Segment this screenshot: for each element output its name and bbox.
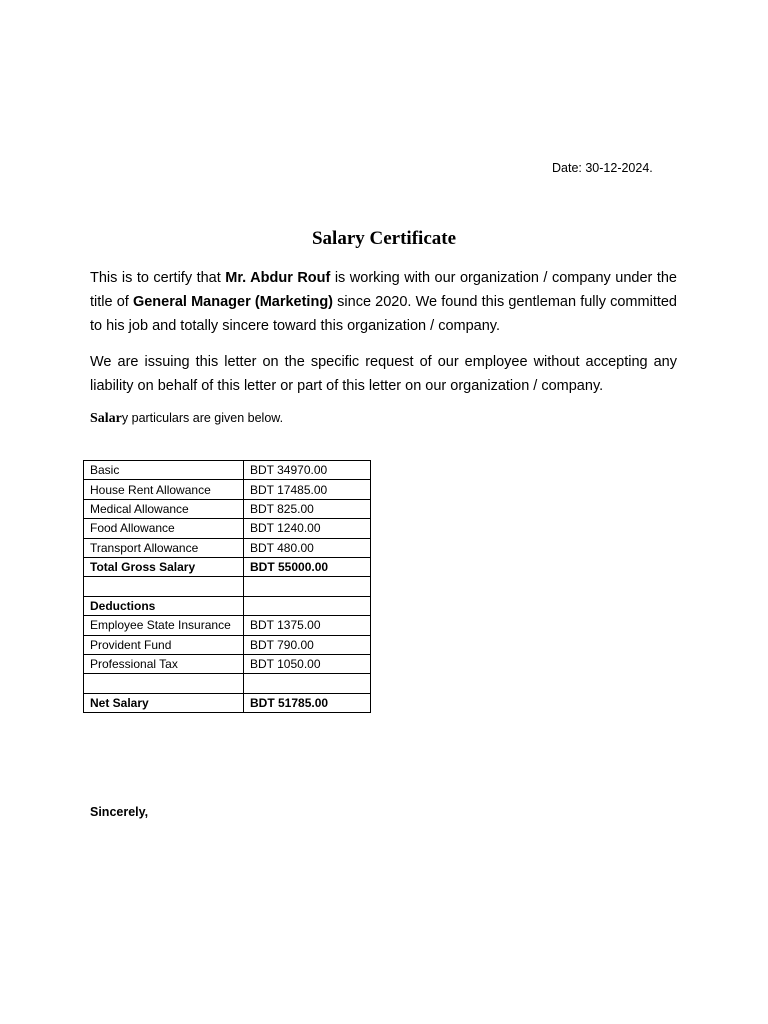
closing-signoff: Sincerely, xyxy=(90,805,149,819)
certificate-date: Date: 30-12-2024. xyxy=(552,161,653,175)
row-value: BDT 1375.00 xyxy=(244,616,371,635)
row-label xyxy=(84,577,244,596)
para1-text-3: since 2020. We found this gentleman fully committed to his job and totally sincere toward this organization / company. xyxy=(90,294,678,334)
salary-intro-rest: y particulars are given below. xyxy=(121,411,284,425)
table-row xyxy=(84,616,371,635)
row-label: Provident Fund xyxy=(84,635,244,654)
table-row xyxy=(84,480,371,499)
row-value: BDT 1240.00 xyxy=(244,519,371,538)
row-label: Total Gross Salary xyxy=(84,557,244,576)
row-label xyxy=(84,674,244,693)
table-row xyxy=(84,519,371,538)
row-label: Transport Allowance xyxy=(84,538,244,557)
table-row xyxy=(84,461,371,480)
disclaimer-paragraph: We are issuing this letter on the specific request of our employee without accepting any liability on behalf of this letter or part of this letter on our organization / company. xyxy=(90,354,677,394)
row-label: Medical Allowance xyxy=(84,499,244,518)
row-label: Employee State Insurance xyxy=(84,616,244,635)
para1-text-1: This is to certify that xyxy=(90,270,226,286)
table-row xyxy=(84,538,371,557)
row-value xyxy=(244,674,371,693)
empty-row xyxy=(84,577,371,596)
salary-intro-lead: Salar xyxy=(90,411,122,426)
row-label: Professional Tax xyxy=(84,654,244,673)
row-label: Net Salary xyxy=(84,693,244,712)
total-gross-row xyxy=(84,557,371,576)
row-value: BDT 34970.00 xyxy=(244,461,371,480)
certification-paragraph xyxy=(90,266,677,338)
empty-row xyxy=(84,674,371,693)
row-label: Basic xyxy=(84,461,244,480)
document-title: Salary Certificate xyxy=(311,228,457,249)
row-label: House Rent Allowance xyxy=(84,480,244,499)
table-row xyxy=(84,654,371,673)
employee-name: Mr. Abdur Rouf xyxy=(225,270,331,286)
row-value xyxy=(244,596,371,615)
row-value: BDT 825.00 xyxy=(244,499,371,518)
row-label: Deductions xyxy=(84,596,244,615)
table-row xyxy=(84,499,371,518)
row-label: Food Allowance xyxy=(84,519,244,538)
employee-position: General Manager (Marketing) xyxy=(132,294,334,310)
row-value: BDT 1050.00 xyxy=(244,654,371,673)
row-value: BDT 51785.00 xyxy=(244,693,371,712)
row-value xyxy=(244,577,371,596)
deductions-header-row xyxy=(84,596,371,615)
salary-intro xyxy=(90,411,283,427)
table-row xyxy=(84,635,371,654)
row-value: BDT 55000.00 xyxy=(244,557,371,576)
salary-table xyxy=(83,460,371,713)
row-value: BDT 480.00 xyxy=(244,538,371,557)
row-value: BDT 790.00 xyxy=(244,635,371,654)
net-salary-row xyxy=(84,693,371,712)
para1-text-2: is working with our organization / company under the title of xyxy=(90,270,677,310)
row-value: BDT 17485.00 xyxy=(244,480,371,499)
